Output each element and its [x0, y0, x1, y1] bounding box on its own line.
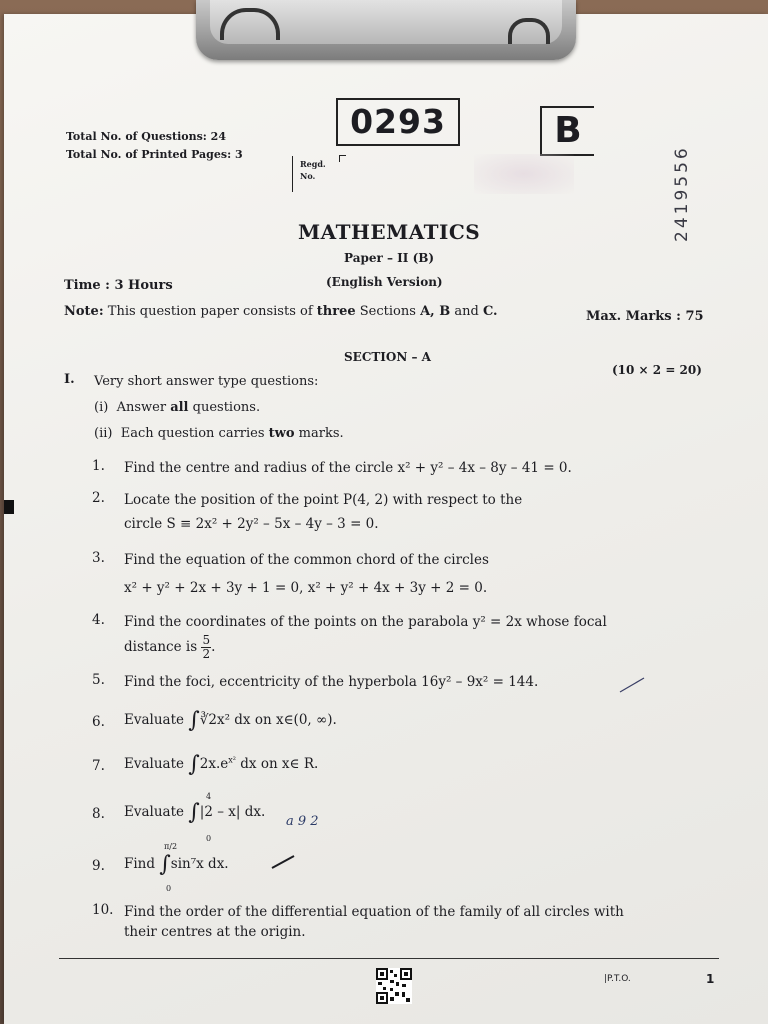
find-label: Find: [124, 856, 156, 872]
instruction-1-bold: all: [170, 400, 189, 415]
question-number: 7.: [92, 758, 105, 774]
fraction-denominator: 2: [202, 647, 211, 661]
question-text: Locate the position of the point P(4, 2) with respect to the: [124, 492, 523, 508]
printed-pages: Total No. of Printed Pages: 3: [66, 148, 243, 161]
max-marks: Max. Marks : 75: [586, 309, 704, 324]
note-text-b: Sections: [359, 304, 416, 319]
instruction-2-no: (ii): [94, 426, 113, 441]
vertical-code: 2419556: [672, 145, 692, 242]
instruction-2-bold: two: [268, 426, 295, 441]
section-title: SECTION – A: [344, 350, 431, 364]
exponent: x²: [228, 755, 236, 765]
focal-distance-label: distance is: [124, 639, 198, 655]
question-number: 1.: [92, 458, 105, 474]
question-number: 2.: [92, 490, 105, 506]
instruction-1-b: questions.: [192, 400, 261, 415]
qr-code-icon: [376, 968, 412, 1004]
clip-handle-right: [508, 18, 550, 44]
pto-label: |P.T.O.: [604, 974, 631, 984]
question-number: 3.: [92, 550, 105, 566]
subject-title: MATHEMATICS: [298, 220, 481, 244]
integrand: 2x.e: [199, 756, 229, 772]
note-sections: A, B: [420, 304, 451, 319]
regd-no-text: No.: [300, 171, 316, 181]
instruction-2: [94, 426, 344, 441]
question-text: [124, 800, 265, 825]
paper-code-box: 0293: [336, 98, 460, 146]
evaluate-label: Evaluate: [124, 804, 185, 820]
note-label: Note:: [64, 304, 104, 319]
upper-limit: 4: [206, 792, 212, 801]
question-number: 5.: [92, 672, 105, 688]
question-text: Find the centre and radius of the circle x² + y² – 4x – 8y – 41 = 0.: [124, 460, 572, 476]
note-bold: three: [316, 304, 356, 319]
part-number: I.: [64, 372, 75, 387]
fraction-numerator: 5: [202, 633, 211, 647]
page-number: 1: [706, 972, 715, 986]
tick-mark: [270, 852, 300, 872]
question-text-cont: their centres at the origin.: [124, 924, 306, 940]
note-and: and: [454, 304, 479, 319]
handwritten-note: a 9 2: [286, 814, 319, 829]
integral-sign: ∫: [188, 800, 200, 825]
integral-sign: ∫: [159, 852, 171, 877]
question-text: Find the equation of the common chord of the circles: [124, 552, 489, 568]
tick-mark: [618, 674, 648, 696]
question-number: 9.: [92, 858, 105, 874]
evaluate-label: Evaluate: [124, 756, 185, 772]
question-number: 10.: [92, 902, 114, 918]
integral-sign: ∫: [188, 708, 200, 733]
page-edge-mark: [4, 500, 14, 514]
evaluate-label: Evaluate: [124, 712, 185, 728]
question-text: Find the order of the differential equation of the family of all circles with: [124, 904, 624, 920]
integrand: sin⁷x dx.: [170, 856, 229, 872]
footer-divider: [59, 958, 719, 959]
integrand-tail: dx on x∈ R.: [235, 756, 319, 772]
integrand: ∛2x² dx on x∈(0, ∞).: [199, 712, 337, 728]
question-text-cont: x² + y² + 2x + 3y + 1 = 0, x² + y² + 4x + 3y + 2 = 0.: [124, 580, 488, 596]
total-questions: Total No. of Questions: 24: [66, 130, 226, 143]
regd-text: Regd.: [300, 159, 326, 169]
regd-label: [300, 158, 340, 182]
question-text-cont: circle S ≡ 2x² + 2y² – 5x – 4y – 3 = 0.: [124, 516, 379, 532]
question-text: Find the coordinates of the points on the parabola y² = 2x whose focal: [124, 614, 607, 630]
question-number: 4.: [92, 612, 105, 628]
integrand: |2 – x| dx.: [199, 804, 266, 820]
regd-divider: [292, 156, 293, 192]
upper-limit: π/2: [164, 842, 178, 851]
regd-corner-mark: [339, 155, 346, 162]
question-number: 6.: [92, 714, 105, 730]
note-c: C.: [482, 304, 498, 319]
version-label: (English Version): [326, 275, 443, 289]
note-line: [64, 304, 498, 319]
instruction-1-a: Answer: [116, 400, 167, 415]
paper-number: Paper – II (B): [344, 251, 435, 265]
question-text: [124, 852, 229, 877]
question-text-cont: [124, 634, 215, 661]
lower-limit: 0: [166, 884, 172, 893]
set-letter-box: B: [540, 106, 594, 156]
instruction-1: [94, 400, 260, 415]
period: .: [211, 639, 216, 655]
question-number: 8.: [92, 806, 105, 822]
instruction-1-no: (i): [94, 400, 109, 415]
part-title: Very short answer type questions:: [94, 374, 319, 389]
question-text: [124, 708, 337, 733]
instruction-2-a: Each question carries: [120, 426, 265, 441]
integral-sign: ∫: [188, 752, 200, 777]
question-text: [124, 752, 318, 777]
instruction-2-b: marks.: [298, 426, 344, 441]
exam-paper: [4, 14, 768, 1024]
note-text-a: This question paper consists of: [107, 304, 313, 319]
time-label: Time : 3 Hours: [64, 278, 173, 293]
fraction: [201, 634, 211, 661]
section-marks: (10 × 2 = 20): [612, 363, 702, 377]
blurred-regd-area: [474, 154, 574, 194]
lower-limit: 0: [206, 834, 212, 843]
question-text: Find the foci, eccentricity of the hyperbola 16y² – 9x² = 144.: [124, 674, 539, 690]
